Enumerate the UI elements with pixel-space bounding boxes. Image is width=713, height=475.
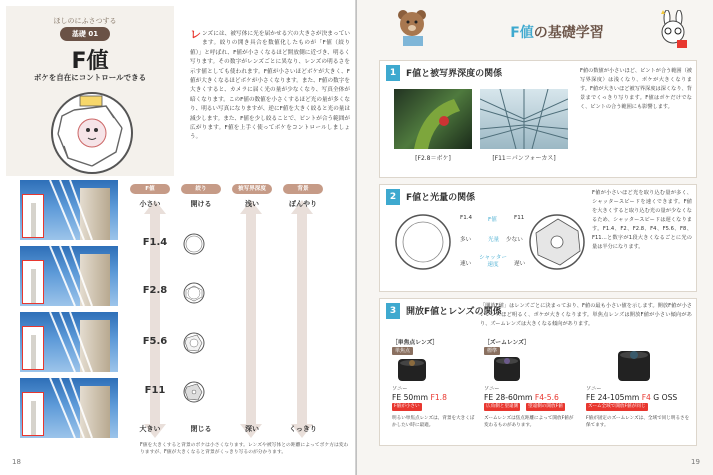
shutter-fast: 速い xyxy=(460,261,472,267)
lens-tag: 標準 xyxy=(484,347,500,355)
inset-frame xyxy=(22,194,44,238)
fnumber-11: F11 xyxy=(144,385,166,396)
lens-badge: ズーム全域で開放F値が同じ xyxy=(588,404,646,409)
lens-brand: ソニー xyxy=(392,386,408,392)
lens-name-24-105mm: FE 24-105mm F4 G OSS xyxy=(586,393,678,402)
aperture-icon-f1-4 xyxy=(183,233,205,255)
page-number-right: 19 xyxy=(691,458,700,466)
light-label: 光量 xyxy=(488,237,500,243)
left-page xyxy=(0,0,356,475)
col-head-aperture: 絞り xyxy=(181,184,221,194)
col-head-background: 背景 xyxy=(283,184,323,194)
basic-label: ほしのにふさつする xyxy=(53,17,117,25)
intro-body: ンズには、被写体に光を届かせる穴の大きさが決まっています。絞りの開き具合を数値化したものが「F値（絞り値）」と呼ばれ、F値が小さくなるほど開放側に近づき、明るく写ります。その数字がレンズごとに異なり、レンズの明るさを示す値としても使われます。F値が小さいほどボケが大きく、F値が大きくなるほどボケが小さくなります。また、F値の数字を大きくすると、カメラに届く光の量が少なくなり、写真全体が暗くなります。このF値の数値を小さくするほど光の量が多くなり、明るい写真になりますが、逆にF値を大きく絞ると光の量は減少します。また、F値を少し絞ることで、ピントが合う範囲が広がります。F値を上手く使ってボケをコントロールしましょう。 xyxy=(190,31,350,141)
rabbit-mascot-icon xyxy=(655,10,691,52)
col-head-depth: 被写界深度 xyxy=(232,184,272,194)
lens-badge-wide: 広角側と望遠側 xyxy=(486,404,519,409)
page-number-left: 18 xyxy=(12,458,21,466)
lens-photo-50mm xyxy=(396,357,428,383)
fnumber-5-6: F5.6 xyxy=(142,336,168,347)
caption-pan-focus: [F11＝パンフォーカス] xyxy=(492,155,556,162)
section-title: F値と光量の関係 xyxy=(406,193,476,203)
dropcap: レ xyxy=(190,28,201,41)
light-high: 多い xyxy=(460,237,472,243)
intro-text xyxy=(190,30,350,143)
caption-bokeh: [F2.8＝ボケ] xyxy=(415,155,451,162)
light-low: 少ない xyxy=(506,237,523,243)
lens-brand: ソニー xyxy=(586,386,602,392)
bottom-fvalue: 大きい xyxy=(139,425,161,433)
aperture-icon-f5-6 xyxy=(183,332,205,354)
col-head-fvalue: F値 xyxy=(130,184,170,194)
inset-frame xyxy=(22,326,44,370)
section-number: 3 xyxy=(386,303,400,319)
lens-tag: 単焦点 xyxy=(392,347,413,355)
right-title xyxy=(492,22,622,42)
section-3 xyxy=(379,298,697,446)
fnumber-1-4: F1.4 xyxy=(142,237,168,248)
deep-focus-photo xyxy=(480,89,568,149)
lens-photo-24-105mm xyxy=(616,349,652,383)
lens-desc: ズームレンズは焦点距離によって開放F値が変わるものがあります。 xyxy=(484,416,574,428)
right-title-main: F値 xyxy=(510,25,534,41)
aperture-open-icon xyxy=(394,213,452,271)
section-3-text: 「開放F値」はレンズごとに決まっており、F値の最も小さい値を示します。開放F値が小さいレンズほど明るく、ボケが大きくなります。単焦点レンズは開放F値が小さい傾向があり、ズームレンズは大きくなる傾向があります。 xyxy=(480,303,692,327)
sample-photos xyxy=(20,180,118,440)
basic-pill: 基礎 01 xyxy=(60,27,110,41)
fnumber-2-8: F2.8 xyxy=(142,285,168,296)
section-title: 開放F値とレンズの関係 xyxy=(406,307,502,317)
bottom-background: くっきり xyxy=(289,425,317,433)
lens-photo-28-60mm xyxy=(492,355,522,383)
top-background: ぼんやり xyxy=(289,200,317,208)
lens-name-28-60mm: FE 28-60mm F4-5.6 xyxy=(484,393,559,402)
arrow-bar-fvalue xyxy=(144,200,166,438)
sample-photo-f11 xyxy=(20,378,118,438)
lens-group-zoom: ［ズームレンズ］ xyxy=(484,340,530,346)
bear-mascot-icon xyxy=(395,8,431,48)
page-title: F値 xyxy=(71,49,109,74)
section-1 xyxy=(379,60,697,178)
section-2-text: F値が小さいほど光を取り込む量が多く、シャッタースピードを速くできます。F値を大きくすると取り込む光の量が少なくなるため、シャッタースピードは遅くなります。F1.4、F2、F2.8、F4、F5.6、F8、F11…と数字が1段大きくなるごとに光の量は半分になります。 xyxy=(592,190,692,250)
section-1-text: F値の数値が小さいほど、ピントが合う範囲（被写界深度）は浅くなり、ボケが大きくなります。F値が大きいほど被写界深度は深くなり、背景までくっきり写ります。F値はボケだけでなく、ピントの合う範囲にも影響します。 xyxy=(580,68,692,110)
right-title-sub: の基礎学習 xyxy=(533,25,604,41)
page-subtitle: ボケを自在にコントロールできる xyxy=(33,73,147,82)
sample-photo-f2-8 xyxy=(20,246,118,306)
lens-badge-tele: 望遠側の開放F値 xyxy=(528,404,563,409)
aperture-illustration xyxy=(44,88,140,174)
section-number: 2 xyxy=(386,189,400,205)
arrow-bar-depth xyxy=(240,200,262,438)
fvalue-label: F値 xyxy=(488,217,497,223)
shutter-slow: 遅い xyxy=(514,261,526,267)
section-number: 1 xyxy=(386,65,400,81)
aperture-icon-f11 xyxy=(183,381,205,403)
bokeh-photo xyxy=(394,89,472,149)
right-page xyxy=(357,0,713,475)
sample-photo-f1-4 xyxy=(20,180,118,240)
top-depth: 浅い xyxy=(245,200,259,208)
lens-desc: F値が固定のズームレンズは、全域で同じ明るさを保てます。 xyxy=(586,416,690,428)
lens-brand: ソニー xyxy=(484,386,500,392)
lens-group-prime: ［単焦点レンズ］ xyxy=(392,340,439,346)
section-2 xyxy=(379,184,697,292)
lens-name-50mm: FE 50mm F1.8 xyxy=(392,393,447,402)
top-fvalue: 小さい xyxy=(139,200,161,208)
aperture-closed-icon xyxy=(528,213,586,271)
lens-badge: F値が小さい xyxy=(394,404,420,409)
bottom-depth: 深い xyxy=(245,425,259,433)
shutter-label: シャッター速度 xyxy=(479,255,507,268)
footnote: F値を大きくすると背景のボケは小さくなります。レンズや被写体との距離によってボケ方は変わりますが、F値が大きくなると背景がくっきり写るのが分かります。 xyxy=(140,443,349,455)
arrow-bar-background xyxy=(291,200,313,438)
top-aperture: 開ける xyxy=(190,200,212,208)
bottom-aperture: 閉じる xyxy=(190,425,212,433)
lens-desc: 明るい単焦点レンズは、背景を大きくぼかしたい時に最適。 xyxy=(392,416,475,428)
inset-frame xyxy=(22,260,44,304)
section-title: F値と被写界深度の関係 xyxy=(406,69,503,79)
fvalue-low: F1.4 xyxy=(460,215,473,221)
sample-photo-f5-6 xyxy=(20,312,118,372)
inset-frame xyxy=(22,392,44,436)
fvalue-high: F11 xyxy=(514,215,525,221)
aperture-icon-f2-8 xyxy=(183,282,205,304)
